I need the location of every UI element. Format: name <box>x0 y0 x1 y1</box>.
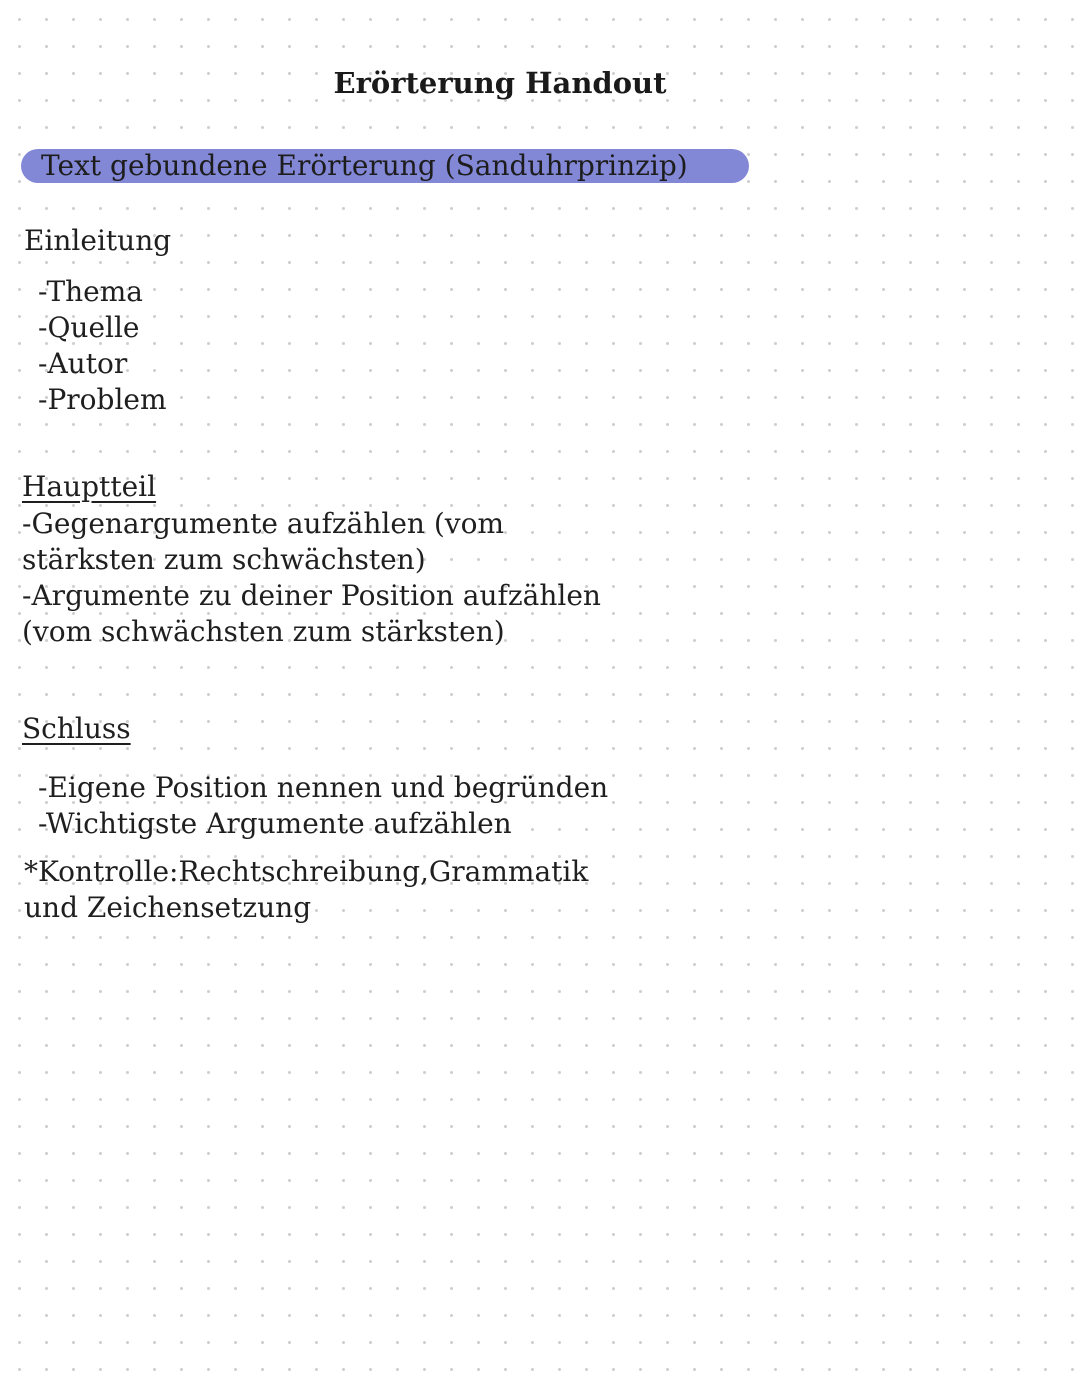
highlight-heading <box>21 149 749 183</box>
einleitung-heading: Einleitung <box>24 224 172 257</box>
list-item: -Wichtigste Argumente aufzählen <box>38 807 512 840</box>
list-item: -Quelle <box>38 311 140 344</box>
control-note <box>24 854 588 926</box>
list-item: stärksten zum schwächsten) <box>22 543 426 576</box>
list-item: -Thema <box>38 275 143 308</box>
list-item: (vom schwächsten zum stärksten) <box>22 615 505 648</box>
highlight-heading-text: Text gebundene Erörterung (Sanduhrprinzip) <box>41 149 688 182</box>
page-title: Erörterung Handout <box>333 66 667 100</box>
einleitung-list <box>38 274 167 418</box>
list-item: -Autor <box>38 347 128 380</box>
list-item: -Problem <box>38 383 167 416</box>
hauptteil-heading: Hauptteil <box>22 470 157 503</box>
schluss-heading: Schluss <box>22 712 131 745</box>
list-item: -Eigene Position nennen und begründen <box>38 771 609 804</box>
list-item: -Gegenargumente aufzählen (vom <box>22 507 505 540</box>
schluss-list <box>38 770 608 842</box>
note-line: *Kontrolle:Rechtschreibung,Grammatik <box>24 855 589 888</box>
hauptteil-list <box>22 506 601 650</box>
note-line: und Zeichensetzung <box>24 891 312 924</box>
list-item: -Argumente zu deiner Position aufzählen <box>22 579 601 612</box>
